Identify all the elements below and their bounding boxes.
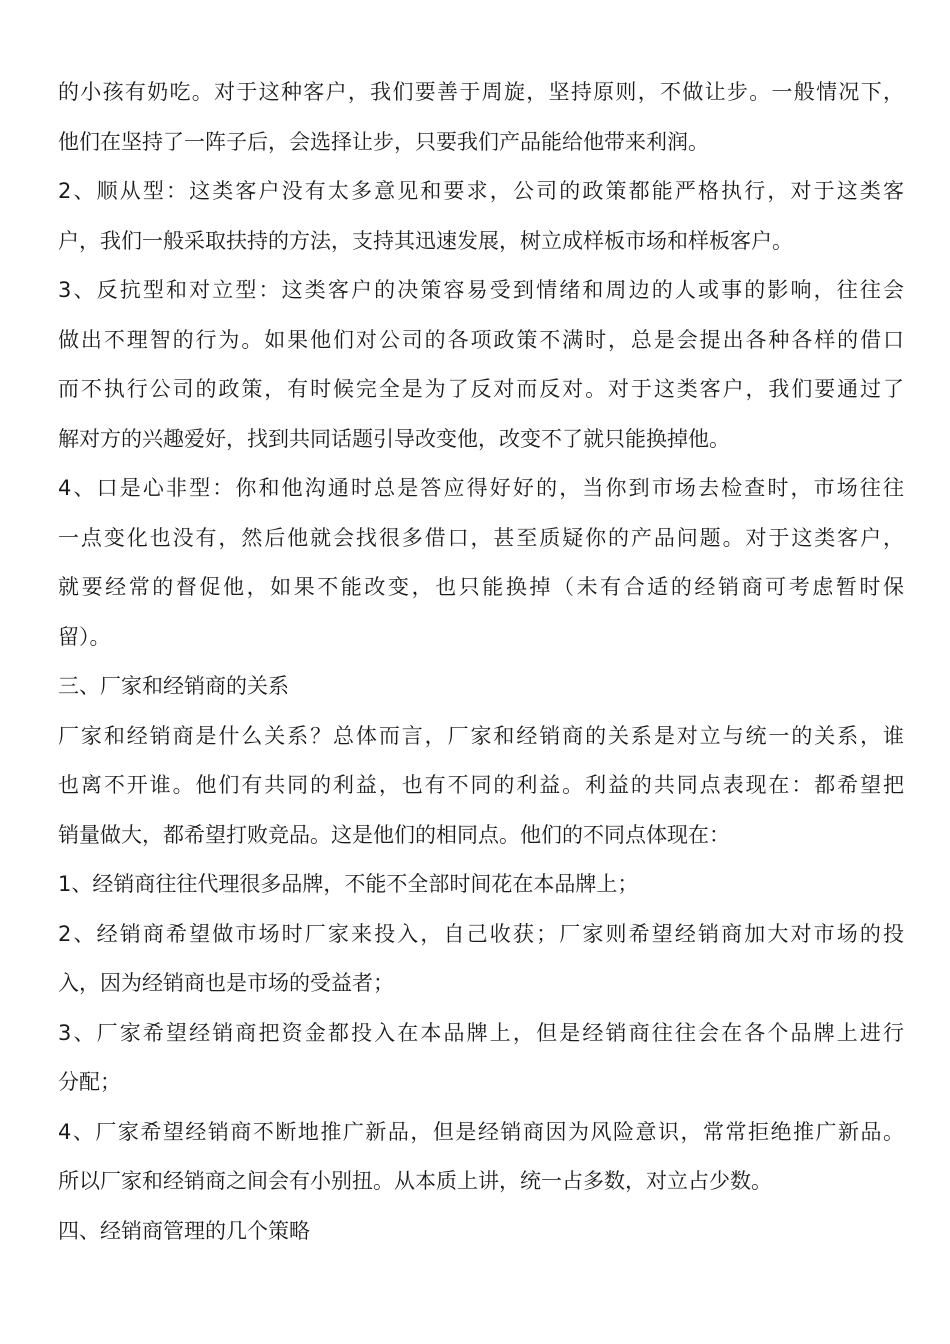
text-line: 1、经销商往往代理很多品牌，不能不全部时间花在本品牌上；: [58, 872, 639, 896]
text-line: 也离不开谁。他们有共同的利益，也有不同的利益。利益的共同点表现在：都希望把: [58, 773, 904, 797]
text-line: 就要经常的督促他，如果不能改变，也只能换掉（未有合适的经销商可考虑暂时保: [58, 575, 904, 599]
text-line: 2、经销商希望做市场时厂家来投入，自己收获；厂家则希望经销商加大对市场的投: [58, 921, 904, 946]
text-line: 分配；: [58, 1070, 121, 1094]
text-line: 3、反抗型和对立型：这类客户的决策容易受到情绪和周边的人或事的影响，往往会: [58, 278, 904, 302]
text-line: 户，我们一般采取扶持的方法，支持其迅速发展，树立成样板市场和样板客户。: [58, 228, 793, 253]
text-line: 一点变化也没有，然后他就会找很多借口，甚至质疑你的产品问题。对于这类客户，: [58, 525, 904, 550]
text-line: 4、口是心非型：你和他沟通时总是答应得好好的，当你到市场去检查时，市场往往: [58, 476, 904, 500]
text-line: 所以厂家和经销商之间会有小别扭。从本质上讲，统一占多数，对立占少数。: [58, 1169, 772, 1193]
text-line: 销量做大，都希望打败竞品。这是他们的相同点。他们的不同点体现在：: [58, 822, 730, 847]
text-line: 四、经销商管理的几个策略: [58, 1218, 310, 1243]
text-line: 的小孩有奶吃。对于这种客户，我们要善于周旋，坚持原则，不做让步。一般情况下，: [58, 80, 904, 104]
document-page: [58, 68, 904, 1256]
text-line: 3、厂家希望经销商把资金都投入在本品牌上，但是经销商往往会在各个品牌上进行: [58, 1020, 904, 1045]
text-line: 2、顺从型：这类客户没有太多意见和要求，公司的政策都能严格执行，对于这类客: [58, 179, 904, 203]
text-line: 他们在坚持了一阵子后，会选择让步，只要我们产品能给他带来利润。: [58, 129, 709, 154]
text-line: 做出不理智的行为。如果他们对公司的各项政策不满时，总是会提出各种各样的借口: [58, 327, 904, 352]
text-line: 入，因为经销商也是市场的受益者；: [58, 971, 394, 995]
text-line: 留）。: [58, 624, 111, 649]
text-line: 4、厂家希望经销商不断地推广新品，但是经销商因为风险意识，常常拒绝推广新品。: [58, 1119, 904, 1144]
text-line: 解对方的兴趣爱好，找到共同话题引导改变他，改变不了就只能换掉他。: [58, 426, 730, 451]
text-line: 三、厂家和经销商的关系: [58, 674, 289, 698]
text-line: 而不执行公司的政策，有时候完全是为了反对而反对。对于这类客户，我们要通过了: [58, 377, 904, 401]
text-line: 厂家和经销商是什么关系？总体而言，厂家和经销商的关系是对立与统一的关系，谁: [58, 723, 904, 748]
